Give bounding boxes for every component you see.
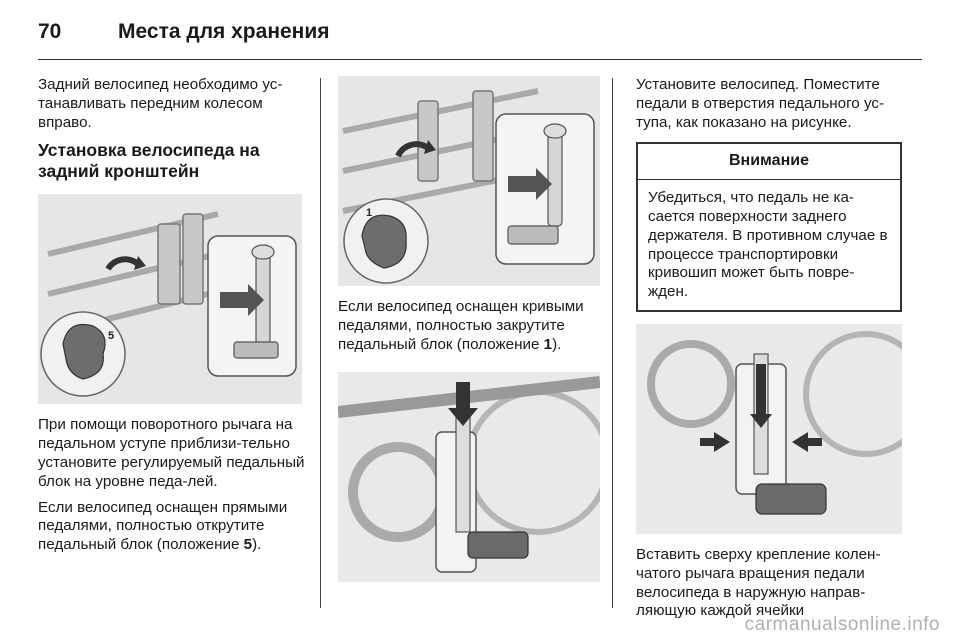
column-divider-2 <box>612 78 613 608</box>
pedal-clamp-illustration <box>636 324 902 534</box>
figure-pedal-block-straight <box>38 194 302 404</box>
col2-p1-text: Если велосипед оснащен кривыми педалями, полностью закрутите педальный блок (положение <box>338 298 584 353</box>
col1-paragraph-2: При помощи поворотного рычага на педальном уступе приблизи-тельно установите регулируемый педальный блок на уровне педа-лей. <box>38 416 305 490</box>
bike-rack-illustration-2 <box>338 76 600 286</box>
page-number: 70 <box>38 20 62 43</box>
notice-box <box>636 142 902 312</box>
col1-p3-suffix: ). <box>252 536 262 554</box>
header-rule <box>38 59 922 60</box>
position-label-5: 5 <box>108 330 115 343</box>
column-1 <box>38 76 306 562</box>
col2-p1-suffix: ). <box>552 335 562 353</box>
column-3 <box>636 76 902 628</box>
pedal-holder-illustration <box>338 372 600 582</box>
column-divider-1 <box>320 78 321 608</box>
position-label-1: 1 <box>366 207 373 219</box>
col2-p1-position: 1 <box>543 335 553 353</box>
notice-body: Убедиться, что педаль не ка-сается поверхности заднего держателя. В противном случае в процессе транспортировки кривошип может быть повре-жден. <box>648 189 888 301</box>
col2-paragraph-1 <box>338 298 600 354</box>
column-2 <box>338 76 600 582</box>
figure-pedal-insert <box>338 372 600 582</box>
watermark: carmanualsonline.info <box>744 614 940 635</box>
notice-title: Внимание <box>638 144 900 180</box>
col1-paragraph-3 <box>38 499 306 555</box>
bike-rack-illustration <box>38 194 302 404</box>
col1-paragraph-1: Задний велосипед необходимо ус-танавливать передним колесом вправо. <box>38 76 283 131</box>
section-title: Места для хранения <box>118 20 330 43</box>
figure-pedal-clamp <box>636 324 902 534</box>
col1-p3-text: Если велосипед оснащен прямыми педалями, полностью открутите педальный блок (положение <box>38 498 288 554</box>
col3-paragraph-2: Вставить сверху крепление колен-чатого рычага вращения педали велосипеда в наружную направ-ляющую каждой ячейки <box>636 545 881 620</box>
col1-p3-position: 5 <box>243 536 253 554</box>
col3-paragraph-1: Установите велосипед. Поместите педали в отверстия педального ус-тупа, как показано на рисунке. <box>636 76 885 131</box>
col1-heading: Установка велосипеда на задний кронштейн <box>38 140 260 182</box>
figure-pedal-block-curved <box>338 76 600 286</box>
